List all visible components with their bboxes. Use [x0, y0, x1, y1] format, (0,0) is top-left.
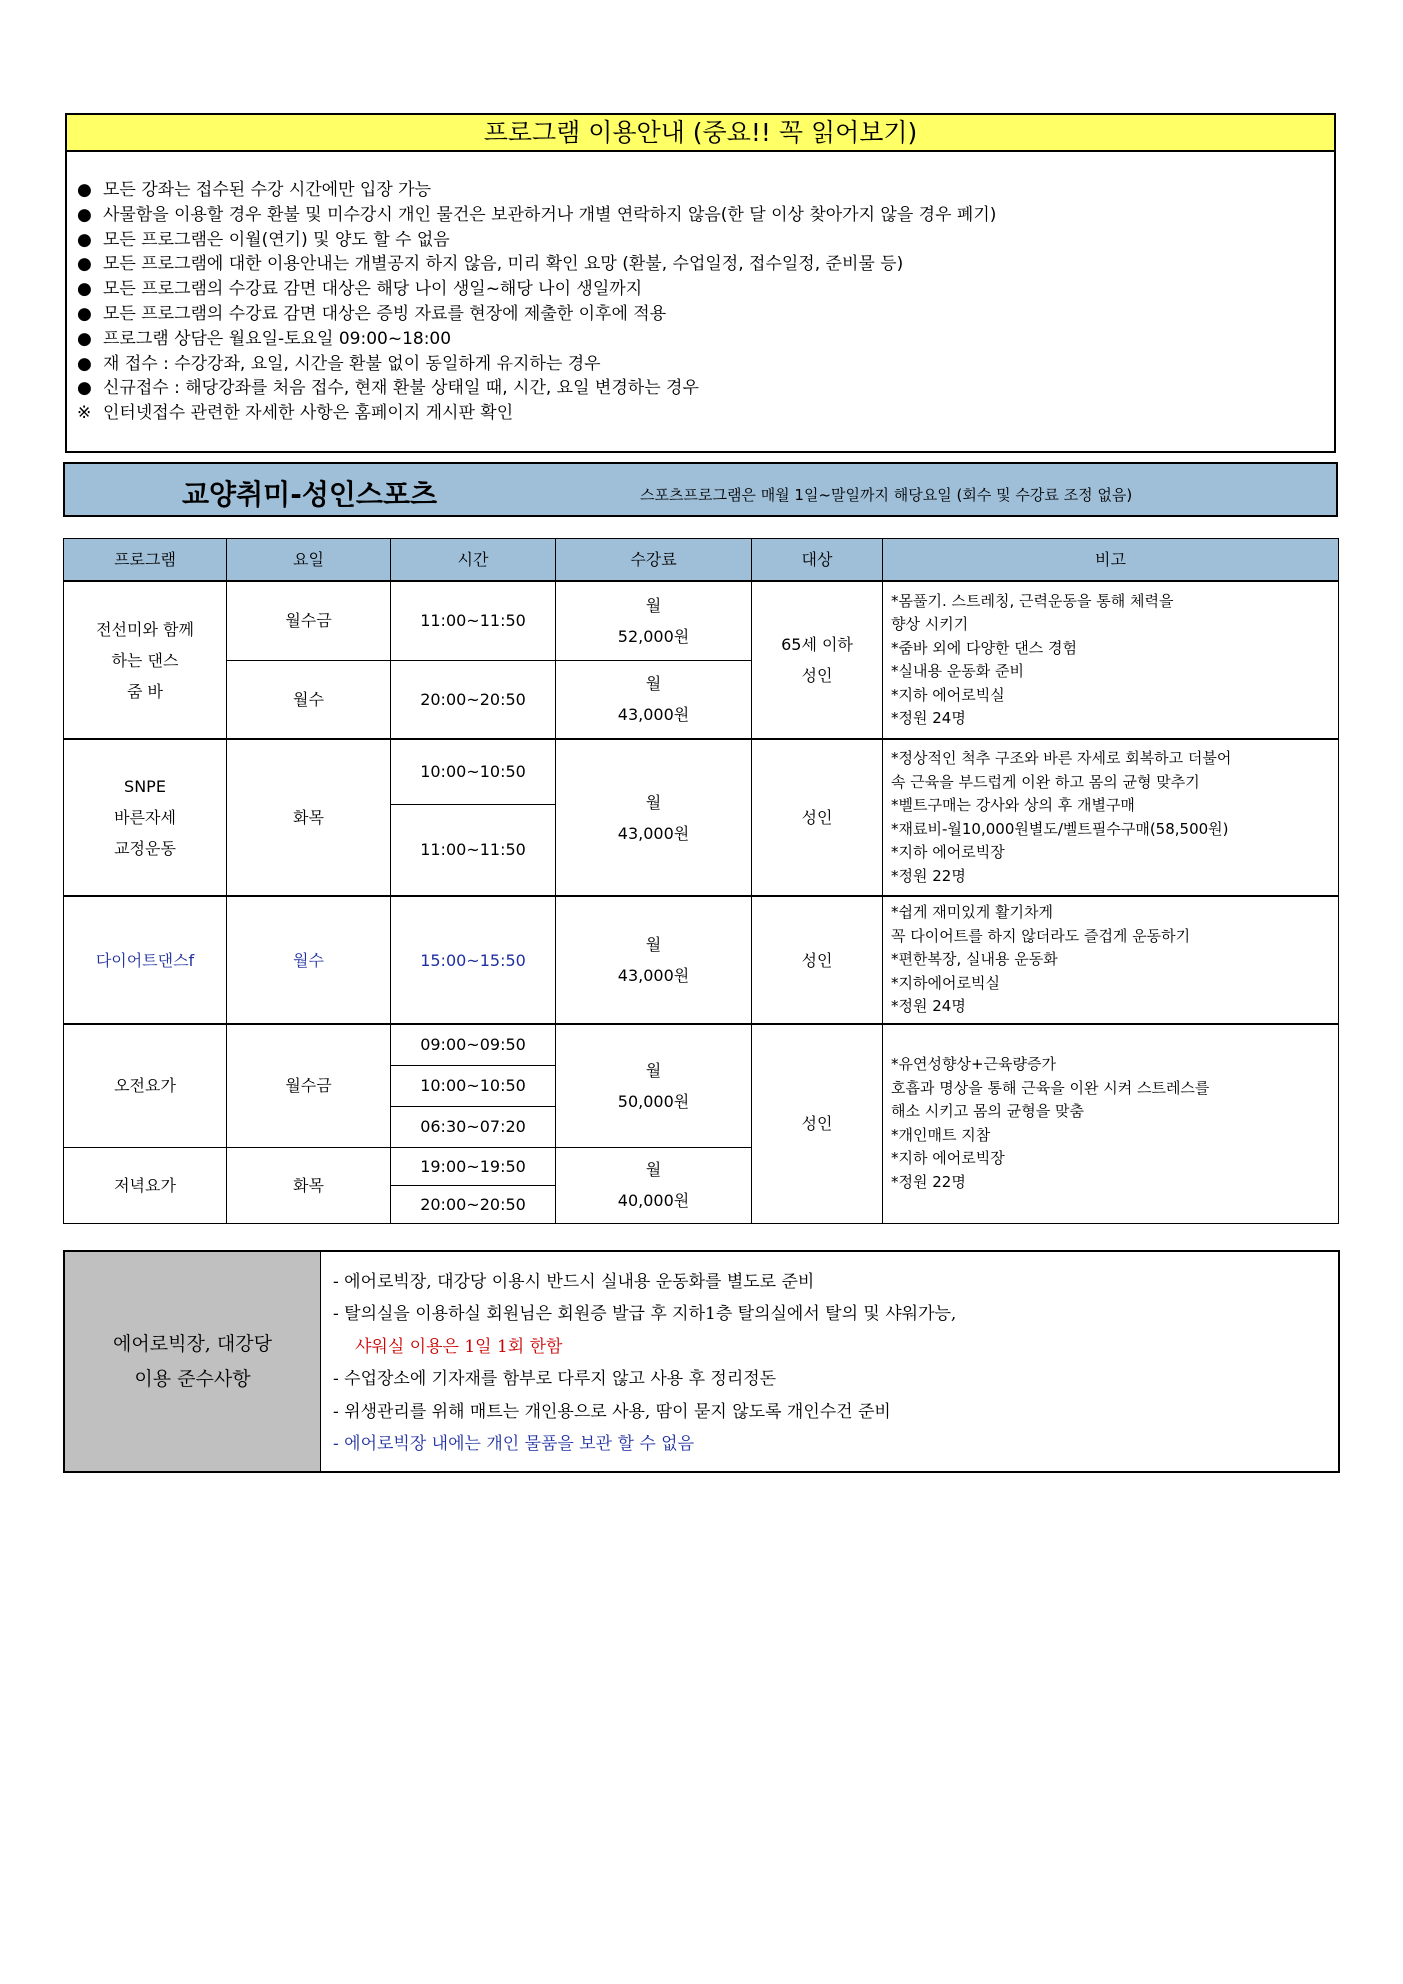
- note-line: *지하 에어로빅장: [891, 843, 1005, 861]
- rules-heading: [65, 1252, 321, 1471]
- note-line: *벨트구매는 강사와 상의 후 개별구매: [891, 796, 1135, 814]
- fee-period: 월: [645, 792, 662, 812]
- program-cell: 저녁요가: [64, 1147, 227, 1223]
- target-line: 65세 이하: [781, 635, 853, 654]
- table-row: [64, 896, 1339, 1024]
- notice-item: [77, 302, 1334, 327]
- fee-cell: [556, 896, 752, 1024]
- bullet-icon: ●: [77, 353, 92, 374]
- bullet-icon: ●: [77, 180, 92, 200]
- time-cell: 11:00~11:50: [391, 804, 556, 896]
- note-line: *정원 24명: [891, 997, 966, 1016]
- table-row: [64, 1024, 1339, 1065]
- target-cell: 성인: [752, 896, 883, 1024]
- target-cell: 성인: [752, 739, 883, 896]
- bullet-icon: ●: [77, 229, 92, 250]
- note-line: *줌바 외에 다양한 댄스 경험: [891, 638, 1077, 657]
- program-line: 바른자세: [114, 808, 176, 827]
- days-cell: 월수금: [227, 581, 391, 660]
- notice-list: [67, 152, 1334, 426]
- notes-cell: [883, 896, 1339, 1024]
- days-cell: 화목: [227, 739, 391, 896]
- header-time: 시간: [391, 539, 556, 582]
- note-line: *정원 22명: [891, 866, 966, 885]
- fee-amount: 40,000원: [617, 1191, 690, 1210]
- bullet-icon: ●: [77, 279, 92, 300]
- notice-item: [77, 376, 1334, 401]
- time-cell: 15:00~15:50: [391, 896, 556, 1024]
- notice-item: [77, 228, 1334, 253]
- header-program: 프로그램: [64, 539, 227, 582]
- notice-item: [77, 252, 1334, 277]
- bullet-icon: ●: [77, 204, 92, 225]
- program-cell: 다이어트댄스f: [64, 896, 227, 1024]
- target-cell: [752, 581, 883, 739]
- rule-item: - 수업장소에 기자재를 함부로 다루지 않고 사용 후 정리정돈: [333, 1369, 777, 1390]
- bullet-icon: ●: [77, 328, 92, 349]
- section-title: 교양취미-성인스포츠: [182, 478, 438, 511]
- program-line: SNPE: [124, 777, 166, 796]
- notice-item-text: 모든 강좌는 접수된 수강 시간에만 입장 가능: [103, 180, 432, 200]
- note-line: *정원 24명: [891, 709, 966, 727]
- notice-item-text: 모든 프로그램은 이월(연기) 및 양도 할 수 없음: [103, 229, 450, 250]
- time-cell: 10:00~10:50: [391, 739, 556, 804]
- target-cell: 성인: [752, 1024, 883, 1223]
- header-days: 요일: [227, 539, 391, 582]
- note-line: *실내용 운동화 준비: [891, 662, 1024, 680]
- program-line: 전선미와 함께: [96, 619, 194, 639]
- days-cell: 월수금: [227, 1024, 391, 1147]
- notice-item: [77, 178, 1334, 203]
- note-line: 호흡과 명상을 통해 근육을 이완 시켜 스트레스를: [891, 1078, 1210, 1097]
- fee-cell: [556, 739, 752, 896]
- time-cell: 19:00~19:50: [391, 1147, 556, 1185]
- note-line: 속 근육을 부드럽게 이완 하고 몸의 균형 맞추기: [891, 772, 1200, 791]
- fee-period: 월: [645, 935, 662, 954]
- fee-amount: 50,000원: [617, 1091, 690, 1111]
- note-line: *정상적인 척추 구조와 바른 자세로 회복하고 더불어: [891, 749, 1232, 767]
- fee-amount: 43,000원: [617, 823, 690, 843]
- notice-item-text: 재 접수 : 수강강좌, 요일, 시간을 환불 없이 동일하게 유지하는 경우: [103, 353, 601, 374]
- table-row: [64, 739, 1339, 804]
- rules-heading-line: 에어로빅장, 대강당: [113, 1332, 272, 1355]
- header-notes: 비고: [883, 539, 1339, 582]
- note-line: *개인매트 지참: [891, 1125, 991, 1144]
- note-line: *지하 에어로빅실: [891, 685, 1005, 704]
- rule-item-highlight: - 에어로빅장 내에는 개인 물품을 보관 할 수 없음: [333, 1434, 694, 1455]
- time-cell: 09:00~09:50: [391, 1024, 556, 1065]
- program-cell: [64, 739, 227, 896]
- table-row: [64, 581, 1339, 660]
- bullet-icon: ●: [77, 303, 92, 324]
- rule-item: - 위생관리를 위해 매트는 개인용으로 사용, 땀이 묻지 않도록 개인수건 준비: [333, 1401, 891, 1422]
- notice-item-text: 인터넷접수 관련한 자세한 사항은 홈페이지 게시판 확인: [103, 403, 514, 424]
- notes-cell: [883, 739, 1339, 896]
- notice-item-text: 모든 프로그램의 수강료 감면 대상은 해당 나이 생일~해당 나이 생일까지: [103, 279, 643, 300]
- time-cell: 20:00~20:50: [391, 1185, 556, 1223]
- notice-item-text: 모든 프로그램의 수강료 감면 대상은 증빙 자료를 현장에 제출한 이후에 적용: [103, 303, 667, 324]
- fee-cell: [556, 660, 752, 739]
- days-cell: 화목: [227, 1147, 391, 1223]
- table-header-row: [64, 539, 1339, 582]
- note-line: *편한복장, 실내용 운동화: [891, 950, 1058, 969]
- days-cell: 월수: [227, 660, 391, 739]
- section-banner: [63, 462, 1338, 517]
- fee-period: 월: [645, 1160, 662, 1179]
- notice-item: [77, 277, 1334, 302]
- header-target: 대상: [752, 539, 883, 582]
- rules-list: [321, 1252, 956, 1471]
- note-line: 꼭 다이어트를 하지 않더라도 즐겁게 운동하기: [891, 926, 1191, 945]
- rules-box: [63, 1250, 1340, 1473]
- notice-item-text: 사물함을 이용할 경우 환불 및 미수강시 개인 물건은 보관하거나 개별 연락하지 않음(한 달 이상 찾아가지 않을 경우 폐기): [103, 204, 997, 225]
- rule-item-highlight: 샤워실 이용은 1일 1회 한함: [355, 1336, 563, 1357]
- fee-period: 월: [645, 595, 662, 615]
- note-line: 해소 시키고 몸의 균형을 맞춤: [891, 1102, 1084, 1121]
- note-line: *지하 에어로빅장: [891, 1149, 1005, 1168]
- reference-mark-icon: ※: [77, 403, 92, 424]
- fee-period: 월: [645, 674, 662, 694]
- days-cell: 월수: [227, 896, 391, 1024]
- program-line: 줌 바: [127, 681, 163, 701]
- notice-item: [77, 203, 1334, 228]
- note-line: 향상 시키기: [891, 615, 969, 633]
- notice-title: 프로그램 이용안내 (중요!! 꼭 읽어보기): [67, 115, 1334, 152]
- time-cell: 10:00~10:50: [391, 1065, 556, 1106]
- notice-item: [77, 401, 1334, 426]
- note-line: *쉽게 재미있게 활기차게: [891, 903, 1053, 922]
- notice-item-text: 프로그램 상담은 월요일-토요일 09:00~18:00: [103, 328, 452, 349]
- note-line: *지하에어로빅실: [891, 973, 1000, 992]
- time-cell: 06:30~07:20: [391, 1106, 556, 1147]
- time-cell: 20:00~20:50: [391, 660, 556, 739]
- fee-cell: [556, 581, 752, 660]
- fee-amount: 43,000원: [617, 966, 690, 985]
- program-cell: [64, 581, 227, 739]
- notice-box: [65, 113, 1336, 453]
- notes-cell: [883, 1024, 1339, 1223]
- section-note: 스포츠프로그램은 매월 1일~말일까지 해당요일 (회수 및 수강료 조정 없음): [640, 486, 1133, 504]
- notice-item-text: 모든 프로그램에 대한 이용안내는 개별공지 하지 않음, 미리 확인 요망 (환불, 수업일정, 접수일정, 준비물 등): [103, 254, 904, 275]
- fee-cell: [556, 1024, 752, 1147]
- rule-item: - 탈의실을 이용하실 회원님은 회원증 발급 후 지하1층 탈의실에서 탈의 및 샤워가능,: [333, 1304, 957, 1325]
- time-cell: 11:00~11:50: [391, 581, 556, 660]
- notice-item: [77, 327, 1334, 352]
- notes-cell: [883, 581, 1339, 739]
- fee-period: 월: [645, 1060, 662, 1080]
- note-line: *유연성향상+근육량증가: [891, 1055, 1056, 1074]
- notice-item: [77, 352, 1334, 377]
- program-table: [63, 538, 1339, 1224]
- fee-amount: 52,000원: [617, 626, 690, 646]
- note-line: *재료비-월10,000원별도/벨트필수구매(58,500원): [891, 819, 1229, 838]
- note-line: *몸풀기. 스트레칭, 근력운동을 통해 체력을: [891, 591, 1174, 610]
- program-cell: 오전요가: [64, 1024, 227, 1147]
- bullet-icon: ●: [77, 378, 92, 399]
- fee-amount: 43,000원: [617, 705, 690, 725]
- rules-heading-line: 이용 준수사항: [134, 1367, 251, 1390]
- note-line: *정원 22명: [891, 1172, 966, 1191]
- program-line: 교정운동: [114, 839, 176, 858]
- bullet-icon: ●: [77, 254, 92, 275]
- notice-item-text: 신규접수 : 해당강좌를 처음 접수, 현재 환불 상태일 때, 시간, 요일 변경하는 경우: [103, 378, 699, 399]
- target-line: 성인: [801, 666, 833, 685]
- header-fee: 수강료: [556, 539, 752, 582]
- fee-cell: [556, 1147, 752, 1223]
- rule-item: - 에어로빅장, 대강당 이용시 반드시 실내용 운동화를 별도로 준비: [333, 1272, 815, 1292]
- program-line: 하는 댄스: [111, 650, 179, 670]
